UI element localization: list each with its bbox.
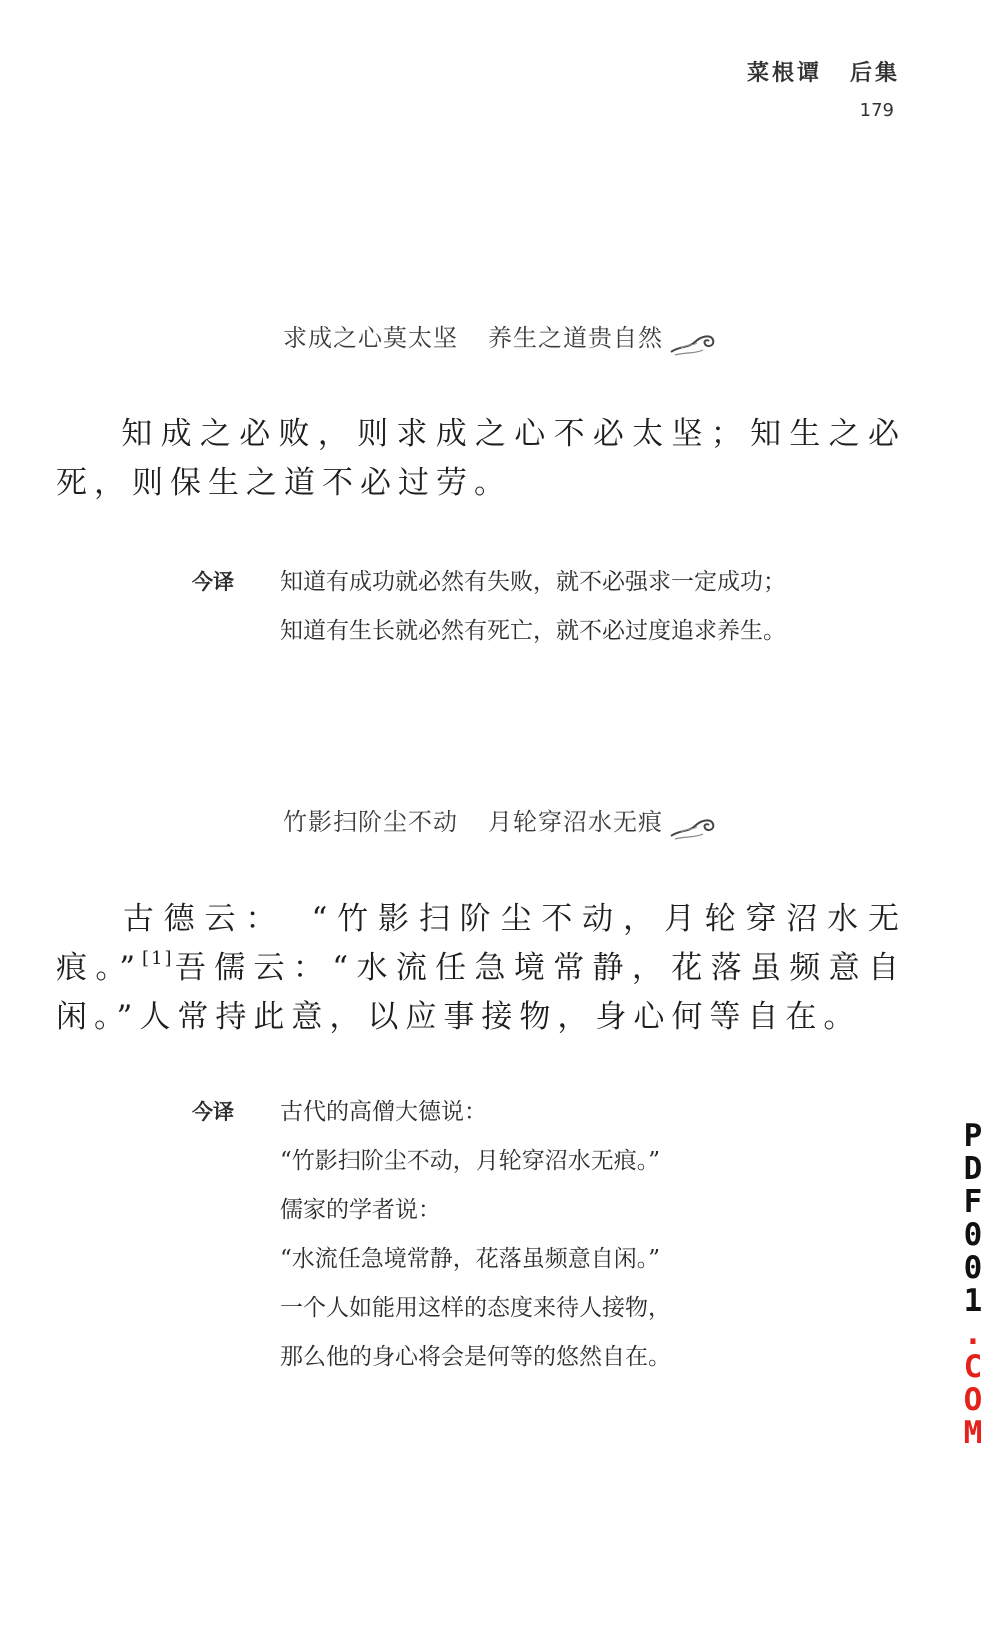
section-2-original-text [56,895,906,1042]
section-2-title [0,802,1000,840]
section-1-original: 知成之必败，则求成之心不必太坚；知生之必死，则保生之道不必过劳。 [56,416,906,501]
swirl-ornament-icon [667,322,717,356]
section-1-title [0,318,1000,356]
translation-line: 儒家的学者说： [280,1197,441,1223]
section-2-original-part2: 吾儒云：“水流任急境常静，花落虽频意自闲。”人常持此意，以应事接物，身心何等自在。 [56,950,906,1035]
running-head [747,56,900,87]
section-1-title-left: 求成之心莫太坚 [283,324,458,352]
translation-line: “竹影扫阶尘不动，月轮穿沼水无痕。” [280,1148,661,1174]
translation-label: 今译 [192,1100,234,1124]
section-1-title-right: 养生之道贵自然 [488,324,663,352]
section-2-title-right: 月轮穿沼水无痕 [488,808,663,836]
translation-label: 今译 [192,570,234,594]
section-1-translation [192,558,892,656]
section-2-title-left: 竹影扫阶尘不动 [283,808,458,836]
page-number: 179 [859,100,894,121]
watermark-black-text: PDF001 [955,1118,991,1316]
translation-line: 知道有生长就必然有死亡，就不必过度追求养生。 [280,618,786,644]
watermark-red-text: .COM [955,1316,991,1448]
translation-line: 古代的高僧大德说： [280,1099,487,1125]
swirl-ornament-icon [667,806,717,840]
translation-line: 知道有成功就必然有失败，就不必强求一定成功； [280,569,786,595]
book-part: 后集 [849,61,900,86]
section-1-original-text [56,410,906,508]
footnote-marker[interactable]: [1] [142,948,174,969]
translation-line: “水流任急境常静，花落虽频意自闲。” [280,1246,661,1272]
section-2-translation [192,1088,892,1382]
section-2-original-part1: 古德云： “竹影扫阶尘不动，月轮穿沼水无痕。” [56,901,906,986]
translation-line: 一个人如能用这样的态度来待人接物， [280,1295,671,1321]
site-watermark [955,1118,991,1448]
translation-line: 那么他的身心将会是何等的悠然自在。 [280,1344,671,1370]
book-title: 菜根谭 [746,61,822,86]
